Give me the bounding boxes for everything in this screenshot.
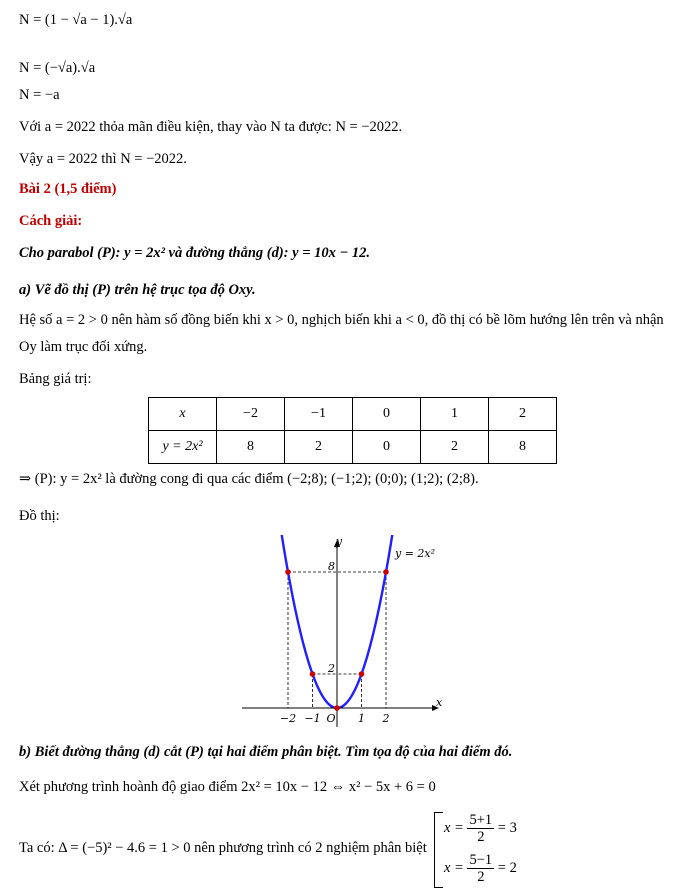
root-2-rhs: = 2 [497, 859, 517, 876]
y-axis-label: y [335, 535, 343, 548]
root-1-rhs: = 3 [497, 819, 517, 836]
table-cell: 1 [421, 398, 489, 431]
root-2 [444, 852, 517, 885]
root-2-fraction [467, 852, 494, 885]
parabola-graph [240, 535, 455, 730]
part-a-heading: a) Vẽ đồ thị (P) trên hệ trục tọa độ Oxy. [19, 282, 256, 298]
table-cell: x [149, 398, 217, 431]
root-1-fraction [467, 812, 494, 845]
data-point [383, 569, 389, 575]
roots-bracket [434, 812, 443, 888]
data-point [334, 705, 340, 711]
root-2-lhs: x = [444, 859, 464, 876]
line-n1: N = (1 − √a − 1).√a [19, 12, 133, 28]
x-tick-label: 2 [382, 712, 390, 725]
root-1 [444, 812, 517, 845]
x-tick-label: −2 [279, 712, 297, 725]
data-point [285, 569, 291, 575]
root-2-denominator: 2 [477, 869, 485, 885]
intersection-equation: Xét phương trình hoành độ giao điểm 2x² = 10x − 12 ⇔ x² − 5x + 6 = 0 [19, 779, 436, 795]
table-row [149, 431, 557, 464]
coefficient-line-2: Oy làm trục đối xứng. [19, 339, 148, 355]
x-tick-label: −1 [304, 712, 321, 725]
curve-label: y = 2x² [395, 547, 436, 560]
x-tick-label: 1 [358, 712, 365, 725]
table-cell: −2 [217, 398, 285, 431]
table-row [149, 398, 557, 431]
data-point [359, 671, 365, 677]
table-cell: 2 [285, 431, 353, 464]
x-tick-label: O [326, 712, 336, 725]
section-title-bai2: Bài 2 (1,5 điểm) [19, 181, 117, 197]
solution-heading: Cách giải: [19, 213, 83, 229]
line-n2: N = (−√a).√a [19, 60, 96, 76]
table-cell: 0 [353, 398, 421, 431]
points-conclusion: ⇒ (P): y = 2x² là đường cong đi qua các điểm (−2;8); (−1;2); (0;0); (1;2); (2;8). [19, 471, 479, 487]
table-cell: 8 [217, 431, 285, 464]
coefficient-line-1: Hệ số a = 2 > 0 nên hàm số đồng biến khi x > 0, nghịch biến khi a < 0, đồ thị có bề lõm hướng lên trên và nhận [19, 312, 664, 328]
x-axis-label: x [436, 696, 443, 709]
root-1-numerator: 5+1 [469, 812, 493, 828]
table-cell: 2 [489, 398, 557, 431]
line-substitute: Với a = 2022 thỏa mãn điều kiện, thay vào N ta được: N = −2022. [19, 119, 403, 135]
graph-label: Đồ thị: [19, 508, 60, 524]
line-conclusion-a: Vậy a = 2022 thì N = −2022. [19, 151, 187, 167]
discriminant-line: Ta có: Δ = (−5)² − 4.6 = 1 > 0 nên phương trình có 2 nghiệm phân biệt [19, 840, 427, 856]
problem-statement: Cho parabol (P): y = 2x² và đường thẳng (d): y = 10x − 12. [19, 245, 371, 261]
table-cell: y = 2x² [149, 431, 217, 464]
value-table-label: Bảng giá trị: [19, 371, 92, 387]
table-cell: 0 [353, 431, 421, 464]
root-1-lhs: x = [444, 819, 464, 836]
value-table [148, 397, 557, 464]
table-cell: 2 [421, 431, 489, 464]
root-2-numerator: 5−1 [469, 852, 493, 868]
line-n3: N = −a [19, 87, 60, 103]
y-tick-label: 8 [328, 560, 335, 573]
part-b-heading: b) Biết đường thẳng (d) cắt (P) tại hai điểm phân biệt. Tìm tọa độ của hai điểm đó. [19, 744, 513, 760]
y-tick-label: 2 [328, 662, 335, 675]
table-cell: −1 [285, 398, 353, 431]
root-1-denominator: 2 [477, 829, 485, 845]
data-point [310, 671, 316, 677]
table-cell: 8 [489, 431, 557, 464]
